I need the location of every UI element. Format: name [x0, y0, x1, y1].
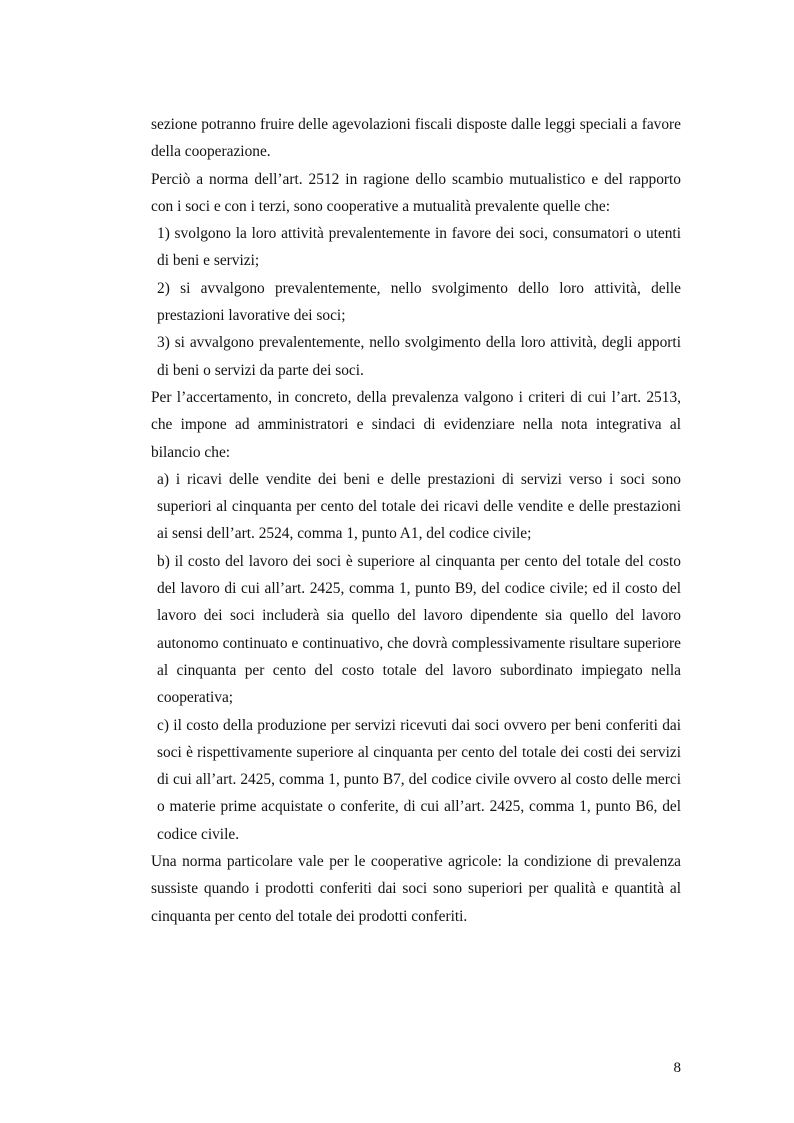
list-item-a: a) i ricavi delle vendite dei beni e delle prestazioni di servizi verso i soci sono superiori al cinquanta per cento del totale dei ricavi delle vendite e delle prestazioni ai sensi dell’art. 2524, comma 1, punto A1, del codice civile;	[157, 470, 681, 543]
list-item-2: 2) si avvalgono prevalentemente, nello svolgimento dello loro attività, delle prestazioni lavorative dei soci;	[157, 279, 681, 325]
page-number: 8	[673, 1060, 681, 1076]
list-item-b: b) il costo del lavoro dei soci è superiore al cinquanta per cento del totale del costo del lavoro di cui all’art. 2425, comma 1, punto B9, del codice civile; ed il costo del lavoro dei soci includerà sia quello del lavoro dipendente sia quello del lavoro autonomo continuato e continuativo, che dovrà complessivamente risultare superiore al cinquanta per cento del costo totale del lavoro subordinato impiegato nella cooperativa;	[157, 552, 681, 707]
paragraph-intro-continuation: sezione potranno fruire delle agevolazioni fiscali disposte dalle leggi speciali a favore della cooperazione.	[151, 116, 681, 161]
paragraph-cooperative-agricole: Una norma particolare vale per le cooperative agricole: la condizione di prevalenza sussiste quando i prodotti conferiti dai soci sono superiori per qualità e quantità al cinquanta per cento del totale dei prodotti conferiti.	[151, 853, 681, 925]
paragraph-art-2512: Perciò a norma dell’art. 2512 in ragione dello scambio mutualistico e del rapporto con i soci e con i terzi, sono cooperative a mutualità prevalente quelle che:	[151, 170, 681, 215]
page-body	[151, 111, 681, 930]
list-item-3: 3) si avvalgono prevalentemente, nello svolgimento della loro attività, degli apporti di beni o servizi da parte dei soci.	[157, 334, 681, 379]
list-item-c: c) il costo della produzione per servizi ricevuti dai soci ovvero per beni conferiti dai soci è rispettivamente superiore al cinquanta per cento del totale dei costi dei servizi di cui all’art. 2425, comma 1, punto B7, del codice civile ovvero al costo delle merci o materie prime acquistate o conferite, di cui all’art. 2425, comma 1, punto B6, del codice civile.	[157, 716, 681, 843]
list-item-1: 1) svolgono la loro attività prevalentemente in favore dei soci, consumatori o utenti di beni e servizi;	[157, 225, 681, 270]
paragraph-art-2513: Per l’accertamento, in concreto, della prevalenza valgono i criteri di cui l’art. 2513, che impone ad amministratori e sindaci di evidenziare nella nota integrativa al bilancio che:	[151, 388, 681, 461]
